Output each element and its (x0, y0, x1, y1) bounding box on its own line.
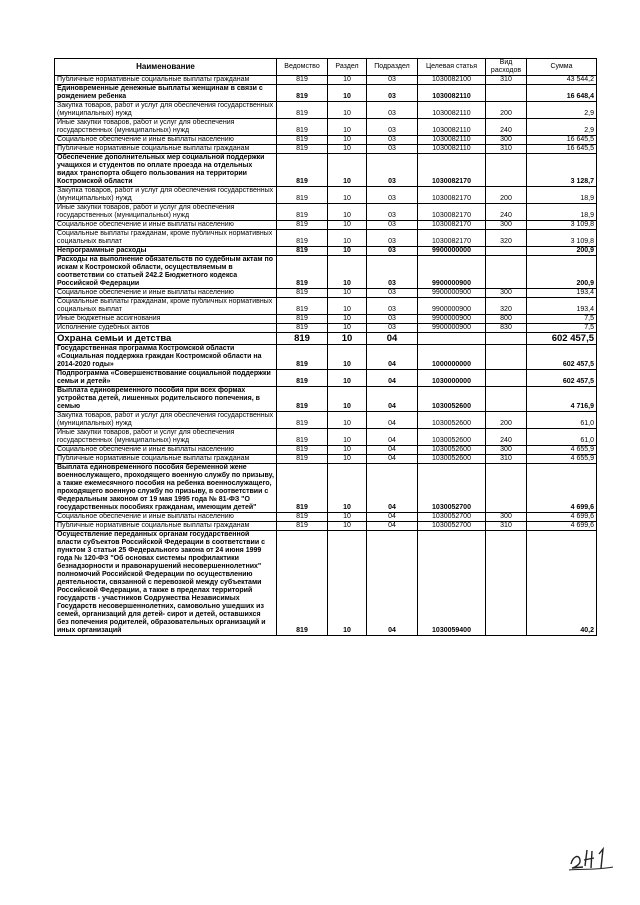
row-sum: 43 544,2 (527, 76, 597, 85)
row-razdel: 10 (328, 145, 367, 154)
row-razdel: 10 (328, 298, 367, 315)
row-sum: 18,9 (527, 187, 597, 204)
table-row (55, 522, 597, 531)
row-dept: 819 (277, 513, 328, 522)
row-article: 1030082110 (418, 136, 486, 145)
row-sum: 4 655,9 (527, 446, 597, 455)
table-row (55, 85, 597, 102)
row-dept: 819 (277, 85, 328, 102)
header-name: Наименование (55, 59, 277, 76)
row-podrazdel: 03 (367, 289, 418, 298)
row-dept: 819 (277, 345, 328, 370)
row-sum: 200,9 (527, 247, 597, 256)
row-podrazdel: 04 (367, 387, 418, 412)
row-razdel: 10 (328, 345, 367, 370)
row-razdel: 10 (328, 230, 367, 247)
table-row (55, 298, 597, 315)
row-name: Публичные нормативные социальные выплаты гражданам (55, 522, 277, 531)
row-dept: 819 (277, 230, 328, 247)
row-razdel: 10 (328, 429, 367, 446)
row-dept: 819 (277, 289, 328, 298)
row-razdel: 10 (328, 102, 367, 119)
row-name: Иные закупки товаров, работ и услуг для обеспечения государственных (муниципальных) нужд (55, 429, 277, 446)
row-podrazdel: 04 (367, 333, 418, 345)
row-razdel: 10 (328, 204, 367, 221)
row-sum: 61,0 (527, 429, 597, 446)
row-podrazdel: 04 (367, 412, 418, 429)
row-dept: 819 (277, 256, 328, 289)
row-vid: 200 (486, 412, 527, 429)
row-name: Иные бюджетные ассигнования (55, 315, 277, 324)
header-dept: Ведомство (277, 59, 328, 76)
row-vid (486, 247, 527, 256)
row-name: Единовременные денежные выплаты женщинам в связи с рождением ребенка (55, 85, 277, 102)
row-article: 1030052600 (418, 446, 486, 455)
table-row (55, 256, 597, 289)
table-row (55, 412, 597, 429)
row-sum: 2,9 (527, 119, 597, 136)
row-dept: 819 (277, 247, 328, 256)
row-vid (486, 333, 527, 345)
row-razdel: 10 (328, 154, 367, 187)
row-name: Публичные нормативные социальные выплаты гражданам (55, 145, 277, 154)
row-name: Публичные нормативные социальные выплаты гражданам (55, 455, 277, 464)
table-row (55, 76, 597, 85)
row-vid: 320 (486, 298, 527, 315)
row-name: Социальное обеспечение и иные выплаты населению (55, 136, 277, 145)
row-sum: 3 128,7 (527, 154, 597, 187)
row-name: Выплата единовременного пособия при всех формах устройства детей, лишенных родительского попечения, в семью (55, 387, 277, 412)
row-article: 1030082110 (418, 119, 486, 136)
row-dept: 819 (277, 387, 328, 412)
row-vid: 310 (486, 145, 527, 154)
row-dept: 819 (277, 187, 328, 204)
row-vid: 310 (486, 455, 527, 464)
row-razdel: 10 (328, 455, 367, 464)
row-sum: 16 645,5 (527, 136, 597, 145)
table-row (55, 531, 597, 636)
row-name: Иные закупки товаров, работ и услуг для обеспечения государственных (муниципальных) нужд (55, 119, 277, 136)
table-row (55, 429, 597, 446)
row-article: 1030052700 (418, 522, 486, 531)
table-row (55, 154, 597, 187)
row-dept: 819 (277, 154, 328, 187)
row-name: Социальные выплаты гражданам, кроме публичных нормативных социальных выплат (55, 298, 277, 315)
row-vid (486, 85, 527, 102)
row-name: Закупка товаров, работ и услуг для обеспечения государственных (муниципальных) нужд (55, 102, 277, 119)
row-razdel: 10 (328, 531, 367, 636)
row-podrazdel: 04 (367, 531, 418, 636)
row-podrazdel: 04 (367, 345, 418, 370)
row-name: Социальное обеспечение и иные выплаты населению (55, 289, 277, 298)
row-podrazdel: 03 (367, 119, 418, 136)
row-razdel: 10 (328, 85, 367, 102)
row-dept: 819 (277, 455, 328, 464)
row-vid: 300 (486, 136, 527, 145)
header-article: Целевая статья (418, 59, 486, 76)
row-sum: 16 648,4 (527, 85, 597, 102)
row-podrazdel: 04 (367, 522, 418, 531)
table-row (55, 187, 597, 204)
header-sum: Сумма (527, 59, 597, 76)
row-vid: 200 (486, 187, 527, 204)
row-name: Социальные выплаты гражданам, кроме публичных нормативных социальных выплат (55, 230, 277, 247)
row-article: 1030082170 (418, 187, 486, 204)
row-name: Охрана семьи и детства (55, 333, 277, 345)
row-podrazdel: 03 (367, 187, 418, 204)
row-sum: 4 655,9 (527, 455, 597, 464)
row-razdel: 10 (328, 412, 367, 429)
handwritten-page-number (567, 846, 617, 872)
row-vid (486, 531, 527, 636)
row-name: Социальное обеспечение и иные выплаты населению (55, 513, 277, 522)
row-podrazdel: 03 (367, 221, 418, 230)
row-name: Непрограммные расходы (55, 247, 277, 256)
row-podrazdel: 04 (367, 513, 418, 522)
row-article: 9900000900 (418, 324, 486, 333)
row-podrazdel: 03 (367, 145, 418, 154)
row-vid: 310 (486, 76, 527, 85)
row-podrazdel: 04 (367, 455, 418, 464)
row-vid: 320 (486, 230, 527, 247)
row-dept: 819 (277, 315, 328, 324)
row-article: 1030052600 (418, 429, 486, 446)
row-podrazdel: 04 (367, 464, 418, 513)
row-podrazdel: 03 (367, 298, 418, 315)
row-dept: 819 (277, 298, 328, 315)
row-article: 1030082170 (418, 204, 486, 221)
row-article: 1030052600 (418, 455, 486, 464)
table-row (55, 387, 597, 412)
row-name: Иные закупки товаров, работ и услуг для обеспечения государственных (муниципальных) нужд (55, 204, 277, 221)
row-podrazdel: 03 (367, 247, 418, 256)
row-razdel: 10 (328, 76, 367, 85)
table-body (55, 76, 597, 636)
row-name: Осуществление переданных органам государственной власти субъектов Российской Федерации в соответствии с пунктом 3 статьи 25 Федерального закона от 24 июня 1999 года № 120-ФЗ "Об основах системы профилактики безнадзорности и правонарушений несовершеннолетних" полномочий Российской Федерации по осуществлению деятельности, связанной с перевозкой между субъектами Российской Федерации, а также в пределах территорий государств - участников Содружества Независимых Государств несовершеннолетних, самовольно ушедших из семей, организаций для детей- сирот и детей, оставшихся без попечения родителей, образовательных организаций и иных организаций (55, 531, 277, 636)
row-article: 1030082170 (418, 221, 486, 230)
row-name: Закупка товаров, работ и услуг для обеспечения государственных (муниципальных) нужд (55, 412, 277, 429)
row-article: 9900000000 (418, 247, 486, 256)
table-row (55, 333, 597, 345)
table-row (55, 102, 597, 119)
row-name: Выплата единовременного пособия беременной жене военнослужащего, проходящего военную службу по призыву, а также ежемесячного пособия на ребенка военнослужащего, проходящего военную службу по призыву, в соответствии с Федеральным законом от 19 мая 1995 года № 81-ФЗ "О государственных пособиях гражданам, имеющим детей" (55, 464, 277, 513)
row-sum: 7,5 (527, 315, 597, 324)
table-row (55, 324, 597, 333)
table-row (55, 289, 597, 298)
row-sum: 2,9 (527, 102, 597, 119)
table-row (55, 145, 597, 154)
row-sum: 18,9 (527, 204, 597, 221)
row-article: 1030052700 (418, 513, 486, 522)
row-razdel: 10 (328, 387, 367, 412)
row-podrazdel: 04 (367, 446, 418, 455)
row-article: 1000000000 (418, 345, 486, 370)
row-vid: 240 (486, 204, 527, 221)
row-dept: 819 (277, 429, 328, 446)
row-vid: 310 (486, 522, 527, 531)
row-vid: 240 (486, 429, 527, 446)
row-sum: 7,5 (527, 324, 597, 333)
row-vid: 800 (486, 315, 527, 324)
row-razdel: 10 (328, 119, 367, 136)
row-vid (486, 464, 527, 513)
row-razdel: 10 (328, 324, 367, 333)
row-article: 9900000900 (418, 298, 486, 315)
row-sum: 61,0 (527, 412, 597, 429)
table-row (55, 464, 597, 513)
row-vid (486, 154, 527, 187)
table-row (55, 315, 597, 324)
row-article: 1030059400 (418, 531, 486, 636)
row-razdel: 10 (328, 513, 367, 522)
row-podrazdel: 03 (367, 85, 418, 102)
row-dept: 819 (277, 119, 328, 136)
row-razdel: 10 (328, 221, 367, 230)
table-row (55, 370, 597, 387)
table-row (55, 455, 597, 464)
row-sum: 602 457,5 (527, 370, 597, 387)
row-podrazdel: 03 (367, 102, 418, 119)
row-dept: 819 (277, 370, 328, 387)
row-name: Закупка товаров, работ и услуг для обеспечения государственных (муниципальных) нужд (55, 187, 277, 204)
row-sum: 602 457,5 (527, 345, 597, 370)
row-podrazdel: 03 (367, 204, 418, 221)
header-razdel: Раздел (328, 59, 367, 76)
row-article (418, 333, 486, 345)
row-sum: 4 699,6 (527, 522, 597, 531)
row-podrazdel: 03 (367, 76, 418, 85)
table-row (55, 345, 597, 370)
row-razdel: 10 (328, 256, 367, 289)
row-sum: 40,2 (527, 531, 597, 636)
row-podrazdel: 03 (367, 324, 418, 333)
row-dept: 819 (277, 204, 328, 221)
row-article: 1030082100 (418, 76, 486, 85)
row-razdel: 10 (328, 333, 367, 345)
row-name: Публичные нормативные социальные выплаты гражданам (55, 76, 277, 85)
row-razdel: 10 (328, 136, 367, 145)
row-vid (486, 387, 527, 412)
header-podrazdel: Подраздел (367, 59, 418, 76)
row-sum: 16 645,5 (527, 145, 597, 154)
row-article: 1030082170 (418, 230, 486, 247)
row-dept: 819 (277, 145, 328, 154)
row-vid: 300 (486, 221, 527, 230)
table-row (55, 446, 597, 455)
row-name: Социальное обеспечение и иные выплаты населению (55, 221, 277, 230)
budget-table (54, 58, 597, 636)
row-razdel: 10 (328, 522, 367, 531)
row-sum: 4 699,6 (527, 513, 597, 522)
table-row (55, 136, 597, 145)
row-podrazdel: 04 (367, 429, 418, 446)
row-vid: 300 (486, 289, 527, 298)
row-podrazdel: 03 (367, 256, 418, 289)
row-article: 1030052600 (418, 387, 486, 412)
row-razdel: 10 (328, 289, 367, 298)
table-row (55, 230, 597, 247)
row-sum: 4 699,6 (527, 464, 597, 513)
row-razdel: 10 (328, 187, 367, 204)
row-article: 9900000900 (418, 289, 486, 298)
row-podrazdel: 03 (367, 154, 418, 187)
row-article: 1030082110 (418, 145, 486, 154)
row-dept: 819 (277, 531, 328, 636)
row-article: 1030000000 (418, 370, 486, 387)
row-name: Государственная программа Костромской области «Социальная поддержка граждан Костромской области на 2014-2020 годы» (55, 345, 277, 370)
table-row (55, 119, 597, 136)
row-vid (486, 256, 527, 289)
row-podrazdel: 04 (367, 370, 418, 387)
row-article: 9900000900 (418, 256, 486, 289)
row-razdel: 10 (328, 446, 367, 455)
header-row (55, 59, 597, 76)
row-vid: 200 (486, 102, 527, 119)
table-row (55, 204, 597, 221)
row-vid: 240 (486, 119, 527, 136)
row-article: 1030052700 (418, 464, 486, 513)
row-razdel: 10 (328, 247, 367, 256)
table-row (55, 247, 597, 256)
row-dept: 819 (277, 136, 328, 145)
row-article: 1030082110 (418, 102, 486, 119)
row-article: 9900000900 (418, 315, 486, 324)
row-dept: 819 (277, 221, 328, 230)
row-vid: 830 (486, 324, 527, 333)
row-vid (486, 345, 527, 370)
row-razdel: 10 (328, 464, 367, 513)
row-name: Социальное обеспечение и иные выплаты населению (55, 446, 277, 455)
row-sum: 200,9 (527, 256, 597, 289)
row-dept: 819 (277, 324, 328, 333)
row-dept: 819 (277, 446, 328, 455)
row-sum: 3 109,8 (527, 230, 597, 247)
table-row (55, 221, 597, 230)
row-dept: 819 (277, 522, 328, 531)
row-name: Обеспечение дополнительных мер социальной поддержки учащихся и студентов по оплате проезда на отдельных видах транспорта общего пользования на территории Костромской области (55, 154, 277, 187)
row-dept: 819 (277, 464, 328, 513)
row-podrazdel: 03 (367, 315, 418, 324)
row-razdel: 10 (328, 370, 367, 387)
row-podrazdel: 03 (367, 136, 418, 145)
row-sum: 4 716,9 (527, 387, 597, 412)
row-dept: 819 (277, 102, 328, 119)
header-vid: Вид расходов (486, 59, 527, 76)
row-dept: 819 (277, 333, 328, 345)
row-dept: 819 (277, 76, 328, 85)
row-article: 1030082170 (418, 154, 486, 187)
row-vid: 300 (486, 446, 527, 455)
row-vid (486, 370, 527, 387)
row-name: Расходы на выполнение обязательств по судебным актам по искам к Костромской области, осуществляемым в соответствии со статьей 242.2 Бюджетного кодекса Российской Федерации (55, 256, 277, 289)
row-article: 1030082110 (418, 85, 486, 102)
row-sum: 193,4 (527, 289, 597, 298)
row-razdel: 10 (328, 315, 367, 324)
row-article: 1030052600 (418, 412, 486, 429)
row-sum: 193,4 (527, 298, 597, 315)
row-name: Исполнение судебных актов (55, 324, 277, 333)
row-vid: 300 (486, 513, 527, 522)
row-dept: 819 (277, 412, 328, 429)
table-row (55, 513, 597, 522)
row-sum: 3 109,8 (527, 221, 597, 230)
row-sum: 602 457,5 (527, 333, 597, 345)
row-name: Подпрограмма «Совершенствование социальной поддержки семьи и детей» (55, 370, 277, 387)
row-podrazdel: 03 (367, 230, 418, 247)
